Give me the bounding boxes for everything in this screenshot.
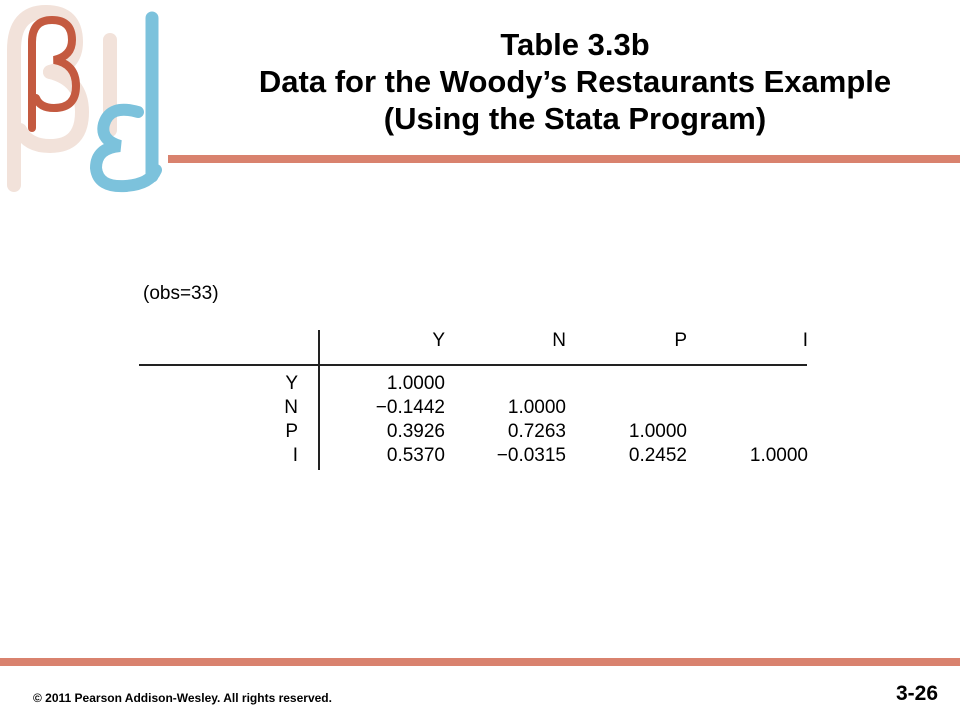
- table-cell: −0.1442: [375, 397, 445, 418]
- row-label-y: Y: [285, 373, 298, 394]
- row-label-n: N: [284, 397, 298, 418]
- title-line-1: Table 3.3b: [500, 27, 650, 62]
- table-cell: 0.5370: [386, 445, 445, 466]
- table-cell: 1.0000: [507, 397, 566, 418]
- col-header-i: I: [802, 330, 808, 351]
- col-header-p: P: [674, 330, 687, 351]
- slide-title: [190, 26, 960, 137]
- table-cell: 1.0000: [749, 445, 808, 466]
- slide-number: 3-26: [895, 682, 938, 705]
- title-line-2: Data for the Woody’s Restaurants Example: [258, 64, 892, 99]
- table-cell: −0.0315: [496, 445, 566, 466]
- col-header-n: N: [552, 330, 566, 351]
- row-label-i: I: [292, 445, 298, 466]
- beta-epsilon-logo-icon: [0, 0, 175, 195]
- table-cell: 1.0000: [628, 421, 687, 442]
- table-cell: 0.2452: [628, 445, 687, 466]
- title-line-3: (Using the Stata Program): [383, 101, 767, 136]
- table-cell: 0.3926: [386, 421, 445, 442]
- table-vertical-divider: [318, 330, 320, 470]
- obs-label: (obs=33): [143, 283, 219, 304]
- table-horizontal-divider: [139, 364, 807, 366]
- col-header-y: Y: [432, 330, 445, 351]
- table-cell: 1.0000: [386, 373, 445, 394]
- footer-divider: [0, 658, 960, 666]
- copyright-notice: © 2011 Pearson Addison-Wesley. All rights reserved.: [33, 691, 332, 705]
- table-cell: 0.7263: [507, 421, 566, 442]
- row-label-p: P: [285, 421, 298, 442]
- header-divider: [168, 155, 960, 163]
